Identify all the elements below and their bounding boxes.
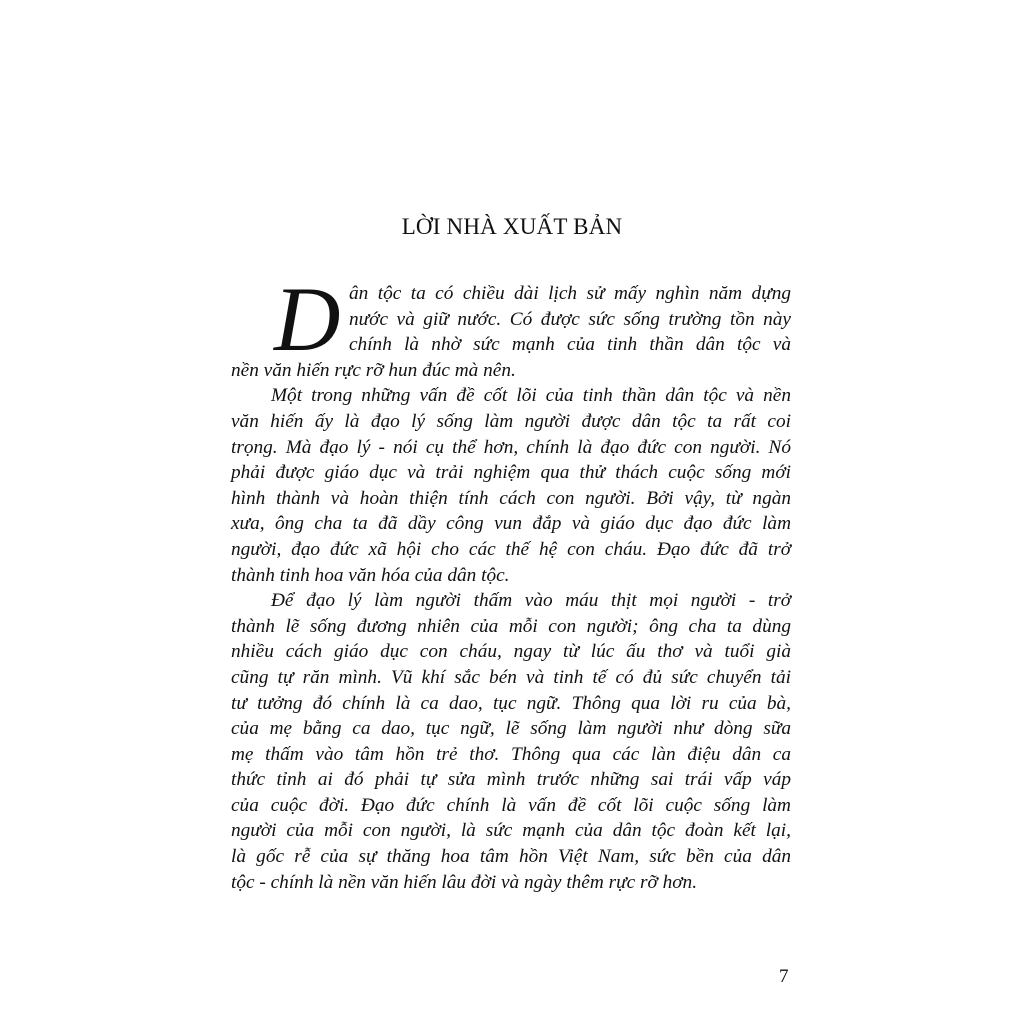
text-line: của cuộc đời. Đạo đức chính là vấn đề cốt lõi cuộc sống làm	[231, 794, 791, 816]
text-line: Một trong những vấn đề cốt lõi của tinh thần dân tộc và nền	[271, 385, 791, 407]
text-line: nền văn hiến rực rỡ hun đúc mà nên.	[231, 359, 516, 381]
text-line: tộc - chính là nền văn hiến lâu đời và ngày thêm rực rỡ hơn.	[231, 871, 698, 893]
text-line: tư tưởng đó chính là ca dao, tục ngữ. Thông qua lời ru của bà,	[231, 692, 791, 714]
text-line: xưa, ông cha ta đã dầy công vun đắp và giáo dục đạo đức làm	[231, 513, 791, 535]
text-line: hình thành và hoàn thiện tính cách con người. Bởi vậy, từ ngàn	[231, 487, 791, 509]
text-line: người, đạo đức xã hội cho các thế hệ con cháu. Đạo đức đã trở	[231, 538, 791, 560]
text-line: nước và giữ nước. Có được sức sống trường tồn này	[349, 308, 791, 330]
text-line: nhiều cách giáo dục con cháu, ngay từ lúc ấu thơ và tuổi già	[231, 641, 791, 663]
page-title: LỜI NHÀ XUẤT BẢN	[401, 214, 623, 239]
text-line: người của mỗi con người, là sức mạnh của dân tộc đoàn kết lại,	[231, 820, 791, 842]
text-line: thành tinh hoa văn hóa của dân tộc.	[231, 564, 510, 586]
text-line: thành lẽ sống đương nhiên của mỗi con người; ông cha ta dùng	[231, 615, 791, 637]
paragraph-2	[231, 383, 791, 588]
text-line: trọng. Mà đạo lý - nói cụ thể hơn, chính là đạo đức con người. Nó	[231, 436, 791, 458]
body-text	[231, 268, 791, 895]
text-line: Để đạo lý làm người thấm vào máu thịt mọi người - trở	[271, 590, 791, 612]
text-line: mẹ thấm vào tâm hồn trẻ thơ. Thông qua các làn điệu dân ca	[231, 743, 791, 765]
text-line: của mẹ bằng ca dao, tục ngữ, lẽ sống làm người như dòng sữa	[231, 718, 791, 740]
text-line: phải được giáo dục và trải nghiệm qua thử thách cuộc sống mới	[231, 462, 791, 484]
drop-cap: D	[274, 268, 341, 370]
paragraph-3	[231, 588, 791, 895]
text-line: văn hiến ấy là đạo lý sống làm người được dân tộc ta rất coi	[231, 410, 791, 432]
text-line: là gốc rễ của sự thăng hoa tâm hồn Việt Nam, sức bền của dân	[231, 846, 791, 868]
text-line: thức tỉnh ai đó phải tự sửa mình trước những sai trái vấp váp	[231, 769, 791, 791]
text-line: chính là nhờ sức mạnh của tinh thần dân tộc và	[349, 334, 791, 356]
text-line: ân tộc ta có chiều dài lịch sử mấy nghìn năm dựng	[349, 283, 791, 304]
page-number: 7	[779, 966, 789, 987]
text-line: cũng tự răn mình. Vũ khí sắc bén và tinh tế có đủ sức chuyển tải	[231, 666, 791, 688]
